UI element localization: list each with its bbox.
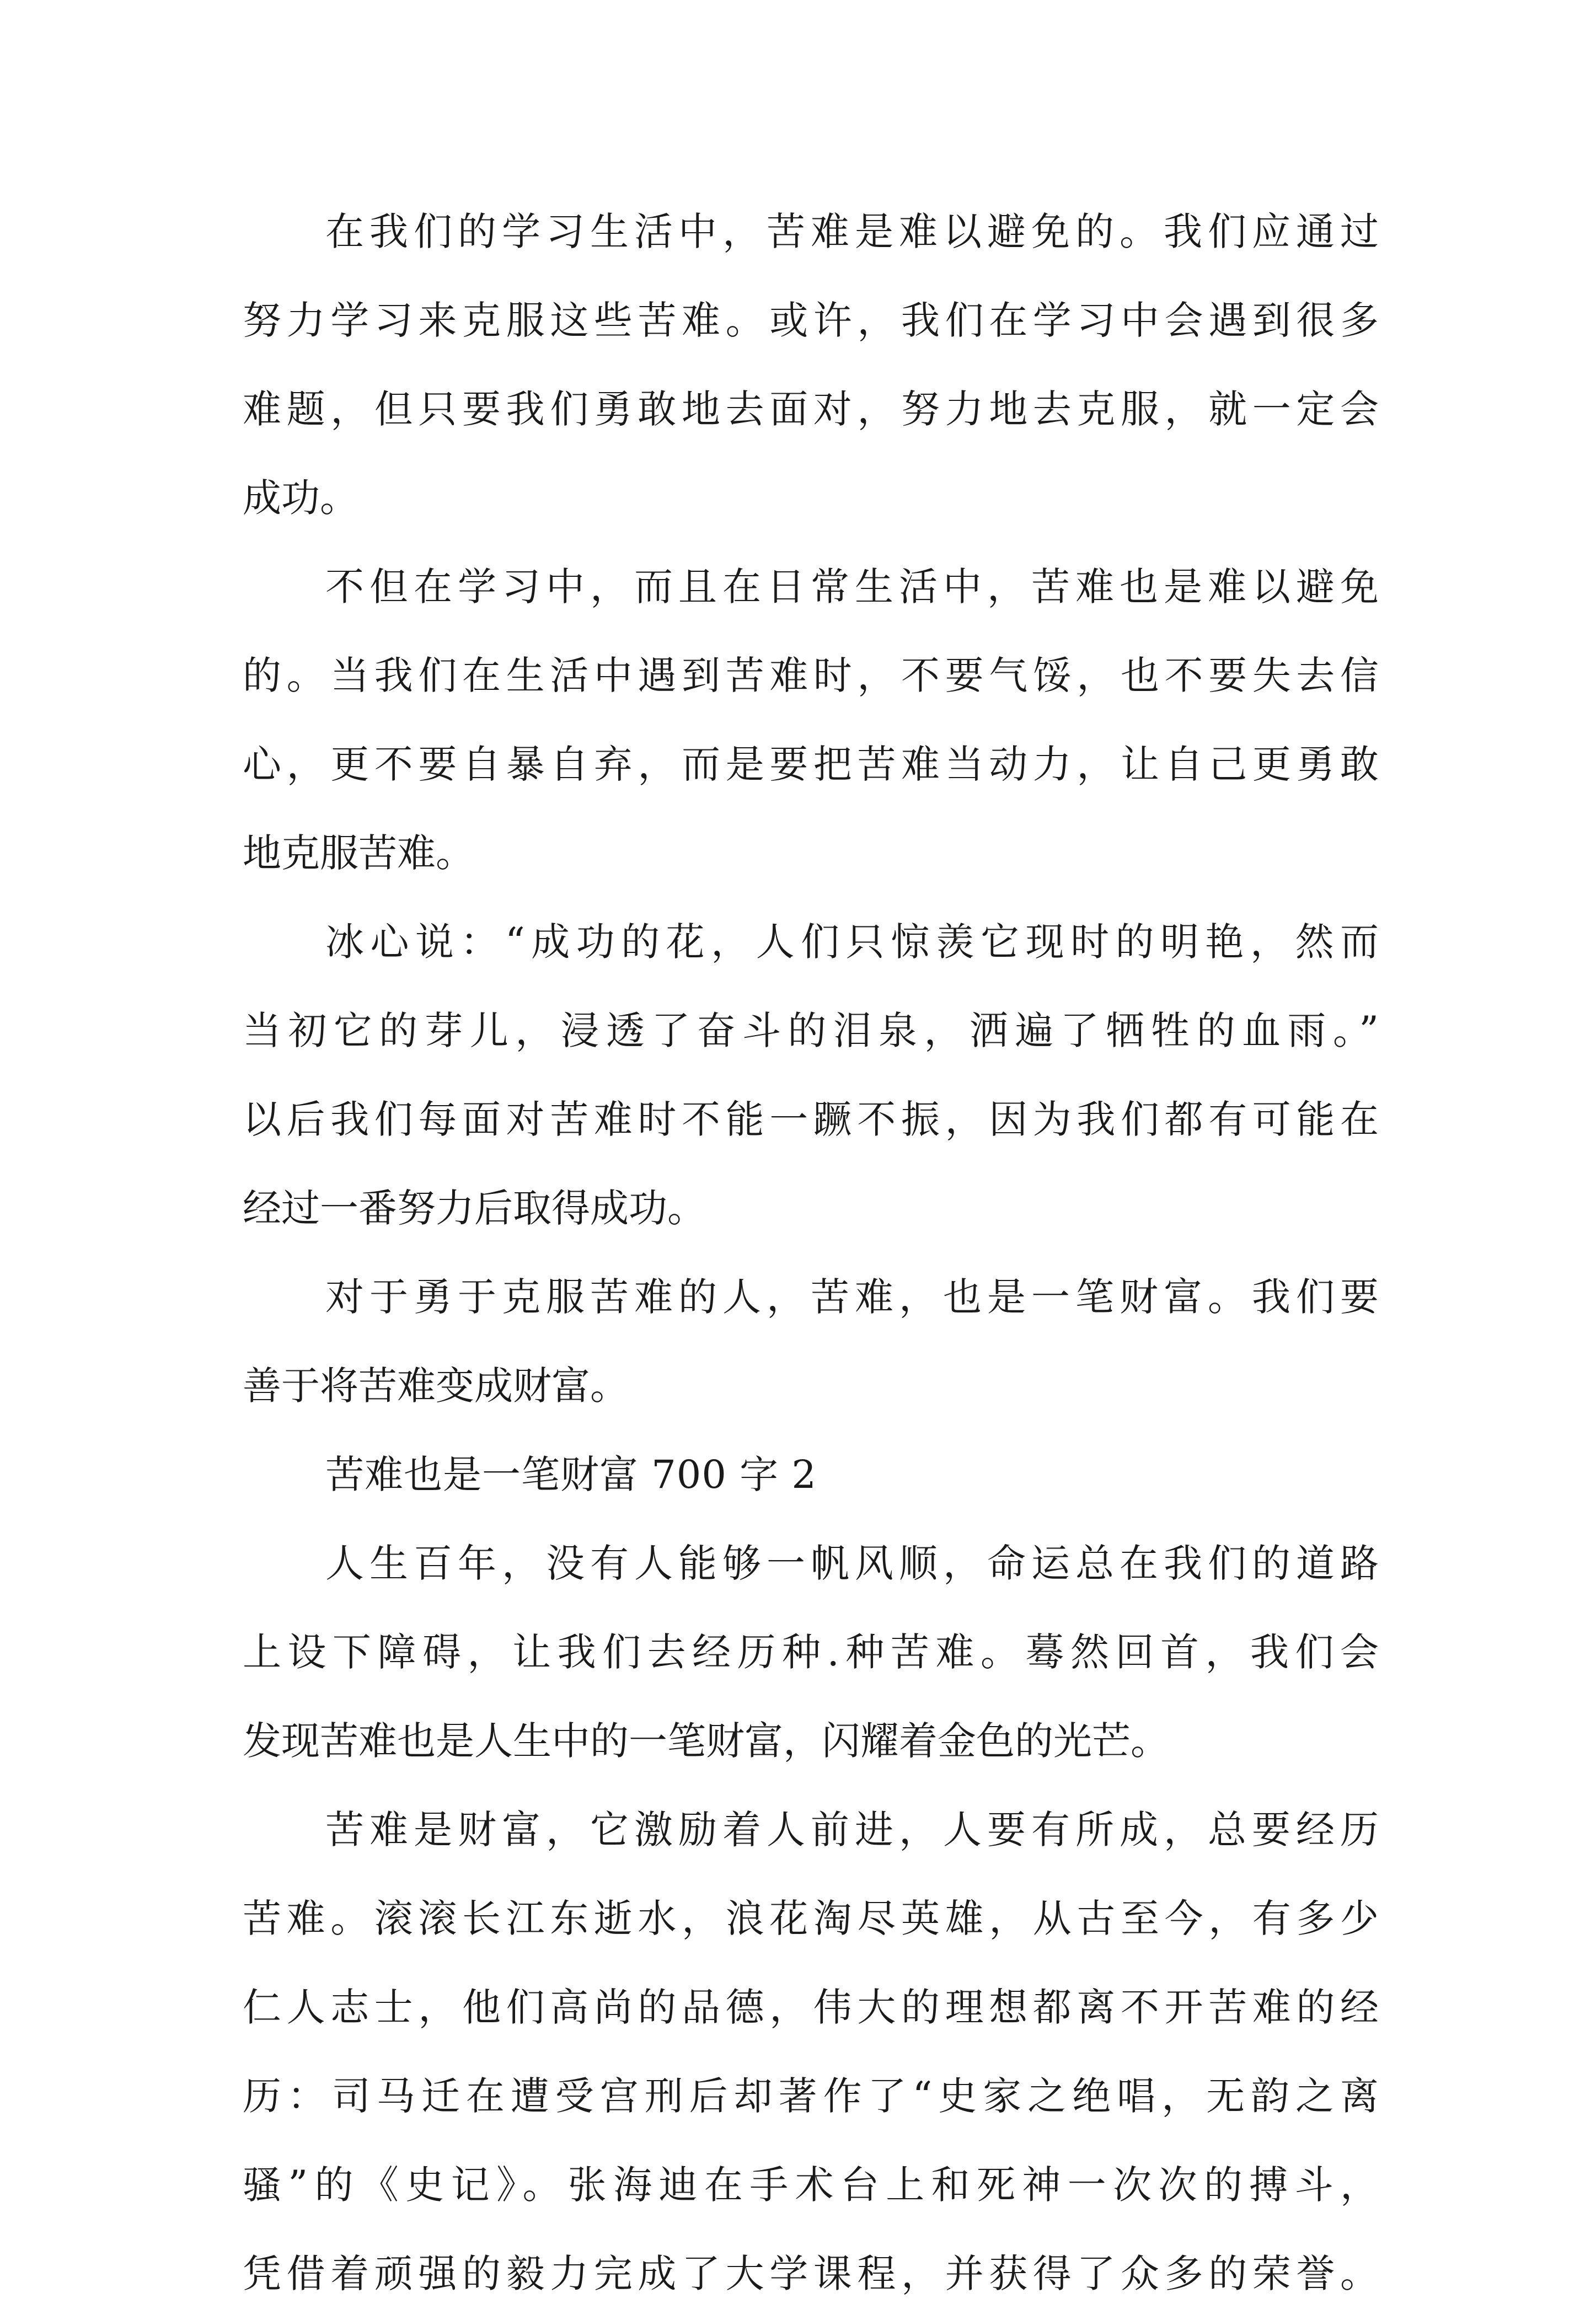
paragraph-2-line-2: 的。当我们在生活中遇到苦难时，不要气馁，也不要失去信 bbox=[243, 653, 1379, 698]
paragraph-6-line-6: 凭借着顽强的毅力完成了大学课程，并获得了众多的荣誉。 bbox=[243, 2251, 1379, 2296]
paragraph-5-line-3: 发现苦难也是人生中的一笔财富，闪耀着金色的光芒。 bbox=[243, 1718, 1169, 1764]
paragraph-1-line-1: 在我们的学习生活中，苦难是难以避免的。我们应通过 bbox=[325, 209, 1379, 254]
paragraph-6-line-2: 苦难。滚滚长江东逝水，浪花淘尽英雄，从古至今，有多少 bbox=[243, 1896, 1379, 1941]
paragraph-6-line-5: 骚”的《史记》。张海迪在手术台上和死神一次次的搏斗， bbox=[243, 2162, 1379, 2207]
paragraph-4-line-2: 善于将苦难变成财富。 bbox=[243, 1363, 629, 1408]
paragraph-3-line-4: 经过一番努力后取得成功。 bbox=[243, 1186, 706, 1231]
paragraph-2-line-4: 地克服苦难。 bbox=[243, 830, 474, 876]
paragraph-4-line-1: 对于勇于克服苦难的人，苦难，也是一笔财富。我们要 bbox=[325, 1274, 1379, 1320]
paragraph-1-line-2: 努力学习来克服这些苦难。或许，我们在学习中会遇到很多 bbox=[243, 298, 1379, 343]
paragraph-5-line-1: 人生百年，没有人能够一帆风顺，命运总在我们的道路 bbox=[325, 1541, 1379, 1586]
paragraph-1-line-4: 成功。 bbox=[243, 475, 358, 521]
paragraph-6-line-1: 苦难是财富，它激励着人前进，人要有所成，总要经历 bbox=[325, 1807, 1379, 1852]
paragraph-1-line-3: 难题，但只要我们勇敢地去面对，努力地去克服，就一定会 bbox=[243, 387, 1379, 432]
paragraph-5-line-2: 上设下障碍，让我们去经历种.种苦难。蓦然回首，我们会 bbox=[243, 1630, 1379, 1675]
section-heading: 苦难也是一笔财富 700 字 2 bbox=[325, 1452, 817, 1497]
paragraph-2-line-3: 心，更不要自暴自弃，而是要把苦难当动力，让自己更勇敢 bbox=[243, 742, 1379, 787]
paragraph-2-line-1: 不但在学习中，而且在日常生活中，苦难也是难以避免 bbox=[325, 564, 1379, 609]
paragraph-6-line-3: 仁人志士，他们高尚的品德，伟大的理想都离不开苦难的经 bbox=[243, 1985, 1379, 2030]
paragraph-3-line-2: 当初它的芽儿，浸透了奋斗的泪泉，洒遍了牺牲的血雨。” bbox=[243, 1008, 1379, 1053]
paragraph-6-line-4: 历：司马迁在遭受宫刑后却著作了“史家之绝唱，无韵之离 bbox=[243, 2073, 1379, 2119]
paragraph-3-line-3: 以后我们每面对苦难时不能一蹶不振，因为我们都有可能在 bbox=[243, 1097, 1379, 1142]
paragraph-3-line-1: 冰心说：“成功的花，人们只惊羡它现时的明艳，然而 bbox=[325, 919, 1379, 965]
